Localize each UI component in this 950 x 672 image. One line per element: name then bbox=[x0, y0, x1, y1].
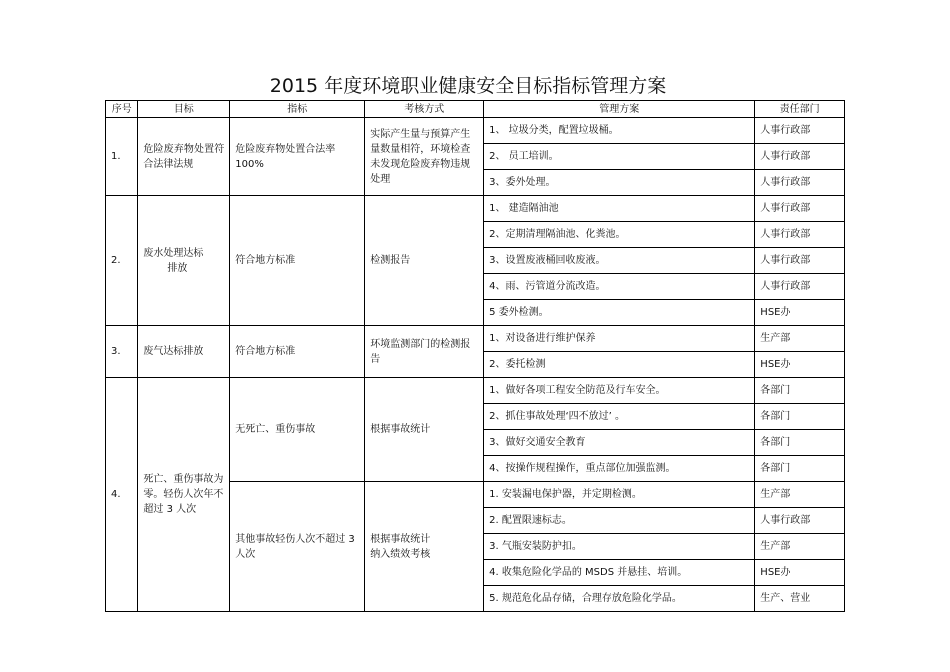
plan-item: 3、设置废液桶回收废液。 bbox=[484, 248, 755, 274]
plan-item: 2、 员工培训。 bbox=[484, 144, 755, 170]
management-plan-table bbox=[105, 100, 845, 612]
indicator-cell: 符合地方标准 bbox=[230, 326, 365, 378]
page-title: 2015 年度环境职业健康安全目标指标管理方案 bbox=[269, 75, 667, 97]
responsible-dept: 人事行政部 bbox=[755, 196, 845, 222]
check-method-cell: 实际产生量与预算产生量数量相符，环境检查未发现危险废弃物违规处理 bbox=[365, 118, 484, 196]
goal-line: 排放 bbox=[167, 262, 188, 274]
indicator-cell bbox=[230, 118, 365, 196]
responsible-dept: 人事行政部 bbox=[755, 170, 845, 196]
goal-line: 废水处理达标 bbox=[143, 247, 204, 259]
responsible-dept: 人事行政部 bbox=[755, 118, 845, 144]
responsible-dept: 人事行政部 bbox=[755, 274, 845, 300]
row-number: 2. bbox=[106, 196, 138, 326]
plan-item: 2、定期清理隔油池、化粪池。 bbox=[484, 222, 755, 248]
header-check: 考核方式 bbox=[365, 101, 484, 118]
table-header-row bbox=[106, 101, 845, 118]
responsible-dept: 人事行政部 bbox=[755, 508, 845, 534]
table-row bbox=[106, 118, 845, 144]
plan-item: 2、抓住事故处理‘四不放过’ 。 bbox=[484, 404, 755, 430]
plan-item: 1、 建造隔油池 bbox=[484, 196, 755, 222]
responsible-dept: 生产部 bbox=[755, 326, 845, 352]
table-row bbox=[106, 196, 845, 222]
row-number: 3. bbox=[106, 326, 138, 378]
plan-item: 3、委外处理。 bbox=[484, 170, 755, 196]
plan-item: 5. 规范危化品存储，合理存放危险化学品。 bbox=[484, 586, 755, 612]
plan-item: 1、做好各项工程安全防范及行车安全。 bbox=[484, 378, 755, 404]
responsible-dept: 人事行政部 bbox=[755, 144, 845, 170]
responsible-dept: 各部门 bbox=[755, 456, 845, 482]
plan-item: 3、做好交通安全教育 bbox=[484, 430, 755, 456]
header-plan: 管理方案 bbox=[484, 101, 755, 118]
check-line: 根据事故统计 bbox=[370, 533, 431, 545]
responsible-dept: 人事行政部 bbox=[755, 248, 845, 274]
header-dept: 责任部门 bbox=[755, 101, 845, 118]
plan-item: 3. 气瓶安装防护扣。 bbox=[484, 534, 755, 560]
check-method-cell: 环境监测部门的检测报告 bbox=[365, 326, 484, 378]
plan-item: 5 委外检测。 bbox=[484, 300, 755, 326]
indicator-cell: 其他事故轻伤人次不超过 3 人次 bbox=[230, 482, 365, 612]
responsible-dept: 生产部 bbox=[755, 482, 845, 508]
responsible-dept: 生产部 bbox=[755, 534, 845, 560]
plan-item: 2. 配置限速标志。 bbox=[484, 508, 755, 534]
responsible-dept: 人事行政部 bbox=[755, 222, 845, 248]
responsible-dept: 生产、营业 bbox=[755, 586, 845, 612]
row-number: 1. bbox=[106, 118, 138, 196]
goal-cell bbox=[138, 196, 230, 326]
plan-item: 4、雨、污管道分流改造。 bbox=[484, 274, 755, 300]
indicator-value: 100% bbox=[235, 158, 264, 170]
responsible-dept: HSE办 bbox=[755, 352, 845, 378]
responsible-dept: 各部门 bbox=[755, 404, 845, 430]
check-method-cell bbox=[365, 482, 484, 612]
check-line: 纳入绩效考核 bbox=[370, 548, 431, 560]
responsible-dept: HSE办 bbox=[755, 560, 845, 586]
goal-cell: 废气达标排放 bbox=[138, 326, 230, 378]
header-no: 序号 bbox=[106, 101, 138, 118]
table-row bbox=[106, 326, 845, 352]
plan-item: 1. 安装漏电保护器，并定期检测。 bbox=[484, 482, 755, 508]
indicator-text: 危险废弃物处置合法率 bbox=[235, 143, 336, 155]
indicator-cell: 符合地方标准 bbox=[230, 196, 365, 326]
header-indicator: 指标 bbox=[230, 101, 365, 118]
check-method-cell: 根据事故统计 bbox=[365, 378, 484, 482]
row-number: 4. bbox=[106, 378, 138, 612]
plan-item: 1、对设备进行维护保养 bbox=[484, 326, 755, 352]
plan-item: 4. 收集危险化学品的 MSDS 并悬挂、培训。 bbox=[484, 560, 755, 586]
plan-item: 4、按操作规程操作，重点部位加强监测。 bbox=[484, 456, 755, 482]
goal-cell: 危险废弃物处置符合法律法规 bbox=[138, 118, 230, 196]
header-goal: 目标 bbox=[138, 101, 230, 118]
goal-cell: 死亡、重伤事故为零。轻伤人次年不超过 3 人次 bbox=[138, 378, 230, 612]
check-method-cell: 检测报告 bbox=[365, 196, 484, 326]
responsible-dept: 各部门 bbox=[755, 430, 845, 456]
responsible-dept: 各部门 bbox=[755, 378, 845, 404]
plan-item: 2、委托检测 bbox=[484, 352, 755, 378]
plan-item: 1、 垃圾分类，配置垃圾桶。 bbox=[484, 118, 755, 144]
responsible-dept: HSE办 bbox=[755, 300, 845, 326]
indicator-cell: 无死亡、重伤事故 bbox=[230, 378, 365, 482]
table-row bbox=[106, 378, 845, 404]
